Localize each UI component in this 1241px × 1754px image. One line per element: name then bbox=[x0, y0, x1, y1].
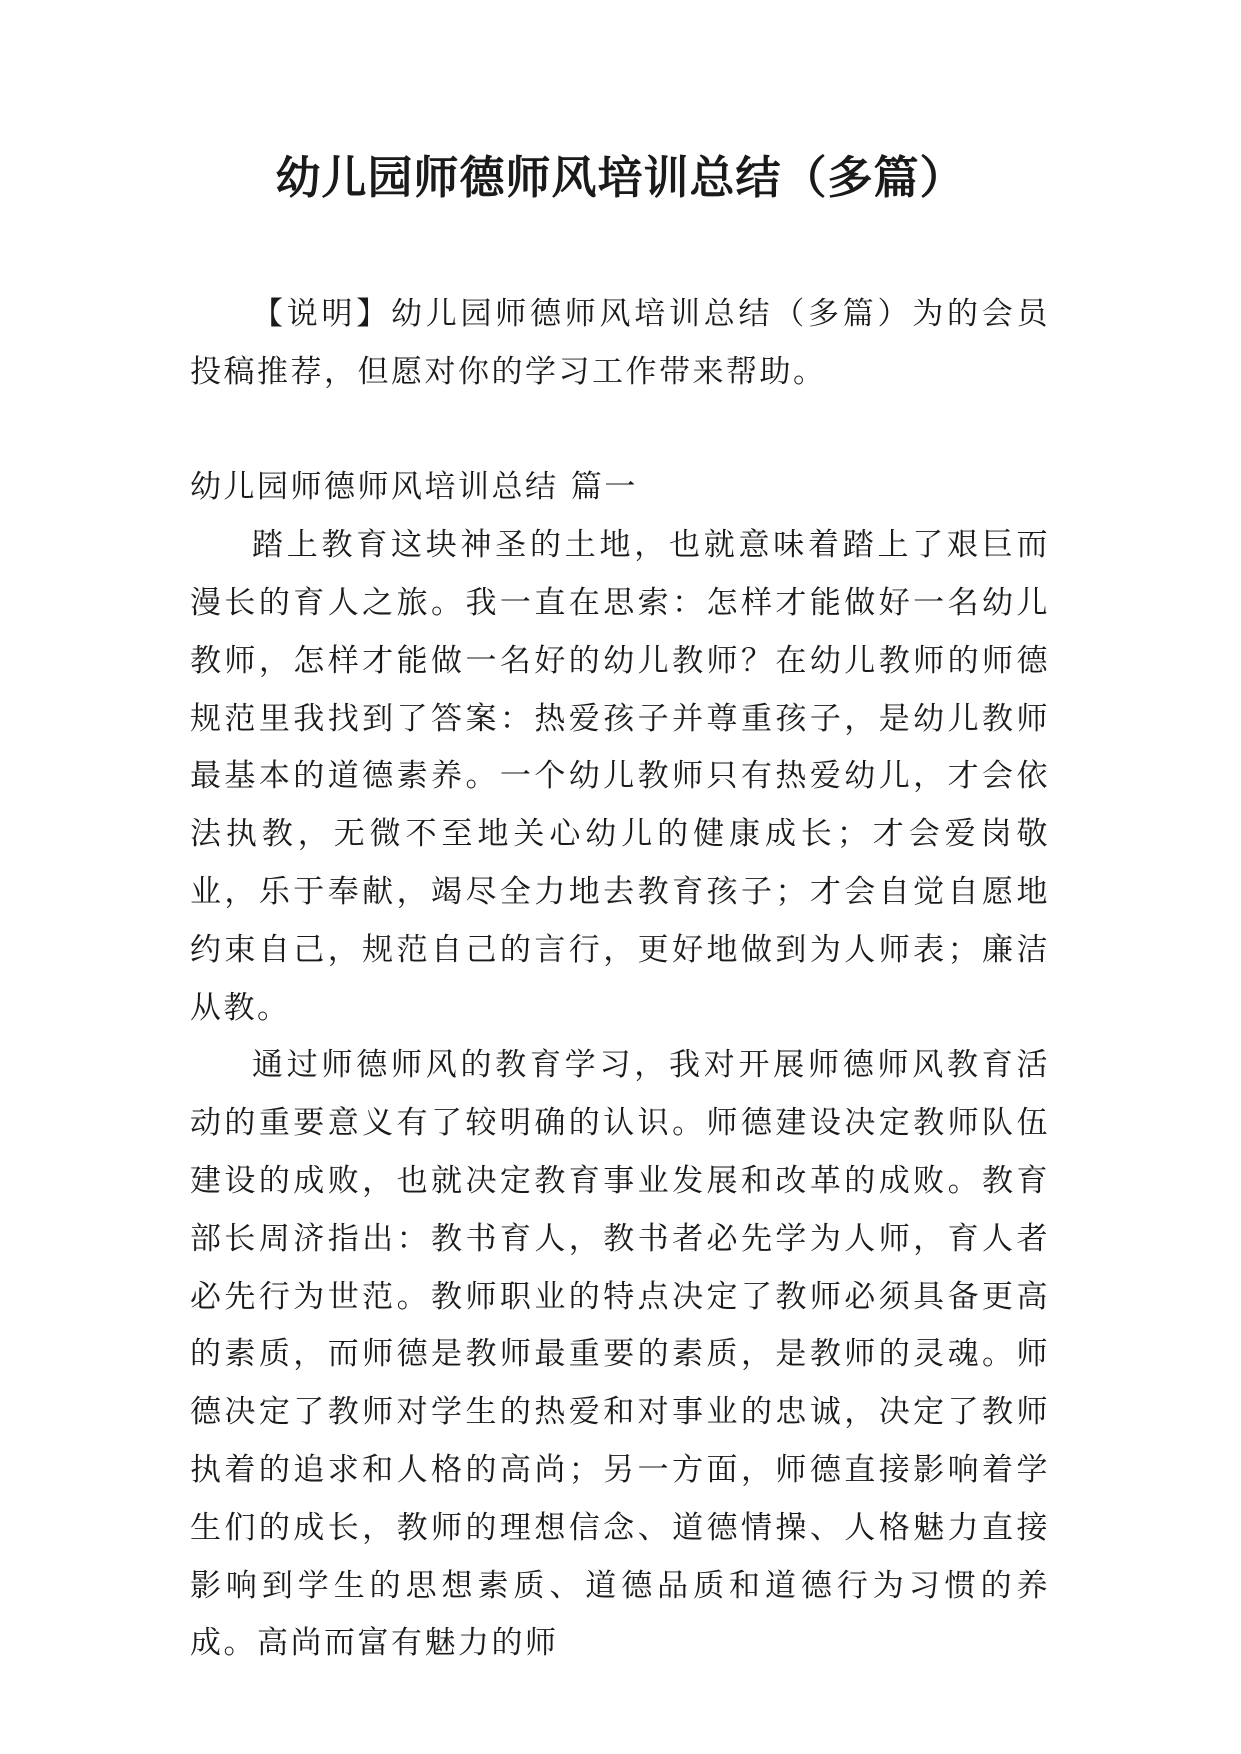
body-paragraph-1: 踏上教育这块神圣的土地，也就意味着踏上了艰巨而漫长的育人之旅。我一直在思索：怎样才能做好一名幼儿教师，怎样才能做一名好的幼儿教师？在幼儿教师的师德规范里我找到了答案：热爱孩子并尊重孩子，是幼儿教师最基本的道德素养。一个幼儿教师只有热爱幼儿，才会依法执教，无微不至地关心幼儿的健康成长；才会爱岗敬业，乐于奉献，竭尽全力地去教育孩子；才会自觉自愿地约束自己，规范自己的言行，更好地做到为人师表；廉洁从教。 bbox=[190, 527, 1050, 1026]
document-title: 幼儿园师德师风培训总结（多篇） bbox=[275, 151, 966, 204]
section-heading: 幼儿园师德师风培训总结 篇一 bbox=[190, 469, 638, 506]
paragraph-gap bbox=[190, 402, 1050, 460]
intro-paragraph: 【说明】幼儿园师德师风培训总结（多篇）为的会员投稿推荐，但愿对你的学习工作带来帮助。 bbox=[190, 296, 1050, 390]
document-body bbox=[190, 286, 1050, 1673]
body-paragraph-2: 通过师德师风的教育学习，我对开展师德师风教育活动的重要意义有了较明确的认识。师德建设决定教师队伍建设的成败，也就决定教育事业发展和改革的成败。教育部长周济指出：教书育人，教书者必先学为人师，育人者必先行为世范。教师职业的特点决定了教师必须具备更高的素质，而师德是教师最重要的素质，是教师的灵魂。师德决定了教师对学生的热爱和对事业的忠诚，决定了教师执着的追求和人格的高尚；另一方面，师德直接影响着学生们的成长，教师的理想信念、道德情操、人格魅力直接影响到学生的思想素质、道德品质和道德行为习惯的养成。高尚而富有魅力的师 bbox=[190, 1047, 1050, 1662]
